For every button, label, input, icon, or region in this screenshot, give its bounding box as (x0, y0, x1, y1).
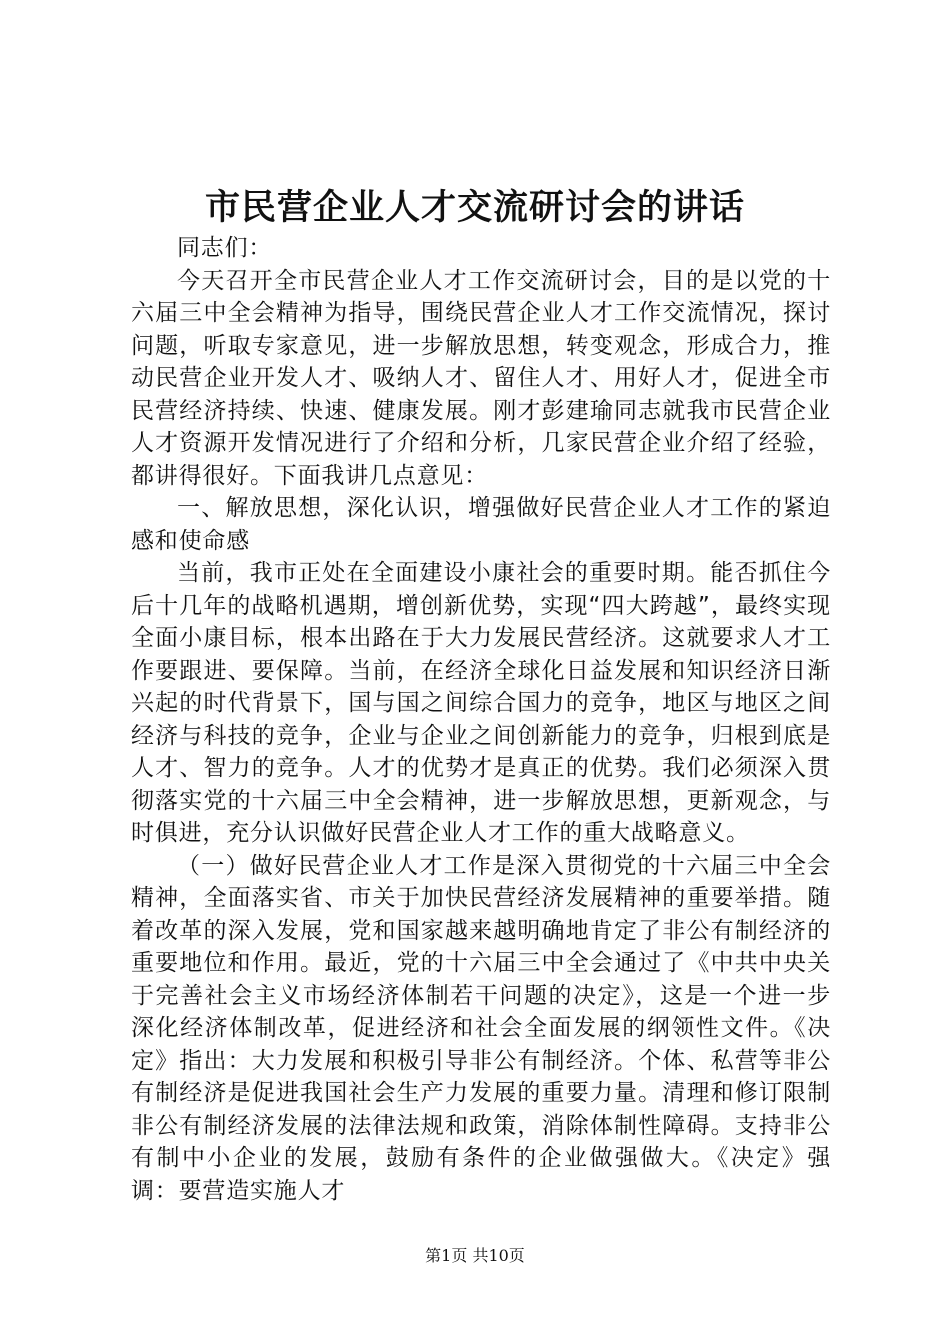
document-body (131, 232, 831, 1207)
document-title: 市民营企业人才交流研讨会的讲话 (204, 187, 745, 228)
subsection-paragraph-1: （一）做好民营企业人才工作是深入贯彻党的十六届三中全会精神，全面落实省、市关于加快民营经济发展精神的重要举措。随着改革的深入发展，党和国家越来越明确地肯定了非公有制经济的重要地位和作用。最近，党的十六届三中全会通过了《中共中央关于完善社会主义市场经济体制若干问题的决定》，这是一个进一步深化经济体制改革，促进经济和社会全面发展的纲领性文件。《决定》指出：大力发展和积极引导非公有制经济。个体、私营等非公有制经济是促进我国社会生产力发展的重要力量。清理和修订限制非公有制经济发展的法律法规和政策，消除体制性障碍。支持非公有制中小企业的发展，鼓励有条件的企业做强做大。《决定》强调：要营造实施人才 (131, 852, 831, 1204)
body-paragraph: 当前，我市正处在全面建设小康社会的重要时期。能否抓住今后十几年的战略机遇期，增创新优势，实现“四大跨越”，最终实现全面小康目标，根本出路在于大力发展民营经济。这就要求人才工作要跟进、要保障。当前，在经济全球化日益发展和知识经济日渐兴起的时代背景下，国与国之间综合国力的竞争，地区与地区之间经济与科技的竞争，企业与企业之间创新能力的竞争，归根到底是人才、智力的竞争。人才的优势才是真正的优势。我们必须深入贯彻落实党的十六届三中全会精神，进一步解放思想，更新观念，与时俱进，充分认识做好民营企业人才工作的重大战略意义。 (131, 560, 831, 846)
salutation-paragraph: 同志们： (177, 235, 273, 261)
section-heading-1: 一、解放思想，深化认识，增强做好民营企业人才工作的紧迫感和使命感 (131, 495, 831, 554)
opening-paragraph: 今天召开全市民营企业人才工作交流研讨会，目的是以党的十六届三中全会精神为指导，围绕民营企业人才工作交流情况，探讨问题，听取专家意见，进一步解放思想，转变观念，形成合力，推动民营企业开发人才、吸纳人才、留住人才、用好人才，促进全市民营经济持续、快速、健康发展。刚才彭建瑜同志就我市民营企业人才资源开发情况进行了介绍和分析，几家民营企业介绍了经验，都讲得很好。下面我讲几点意见： (131, 267, 831, 489)
page-number-footer: 第1页 共10页 (425, 1246, 525, 1265)
